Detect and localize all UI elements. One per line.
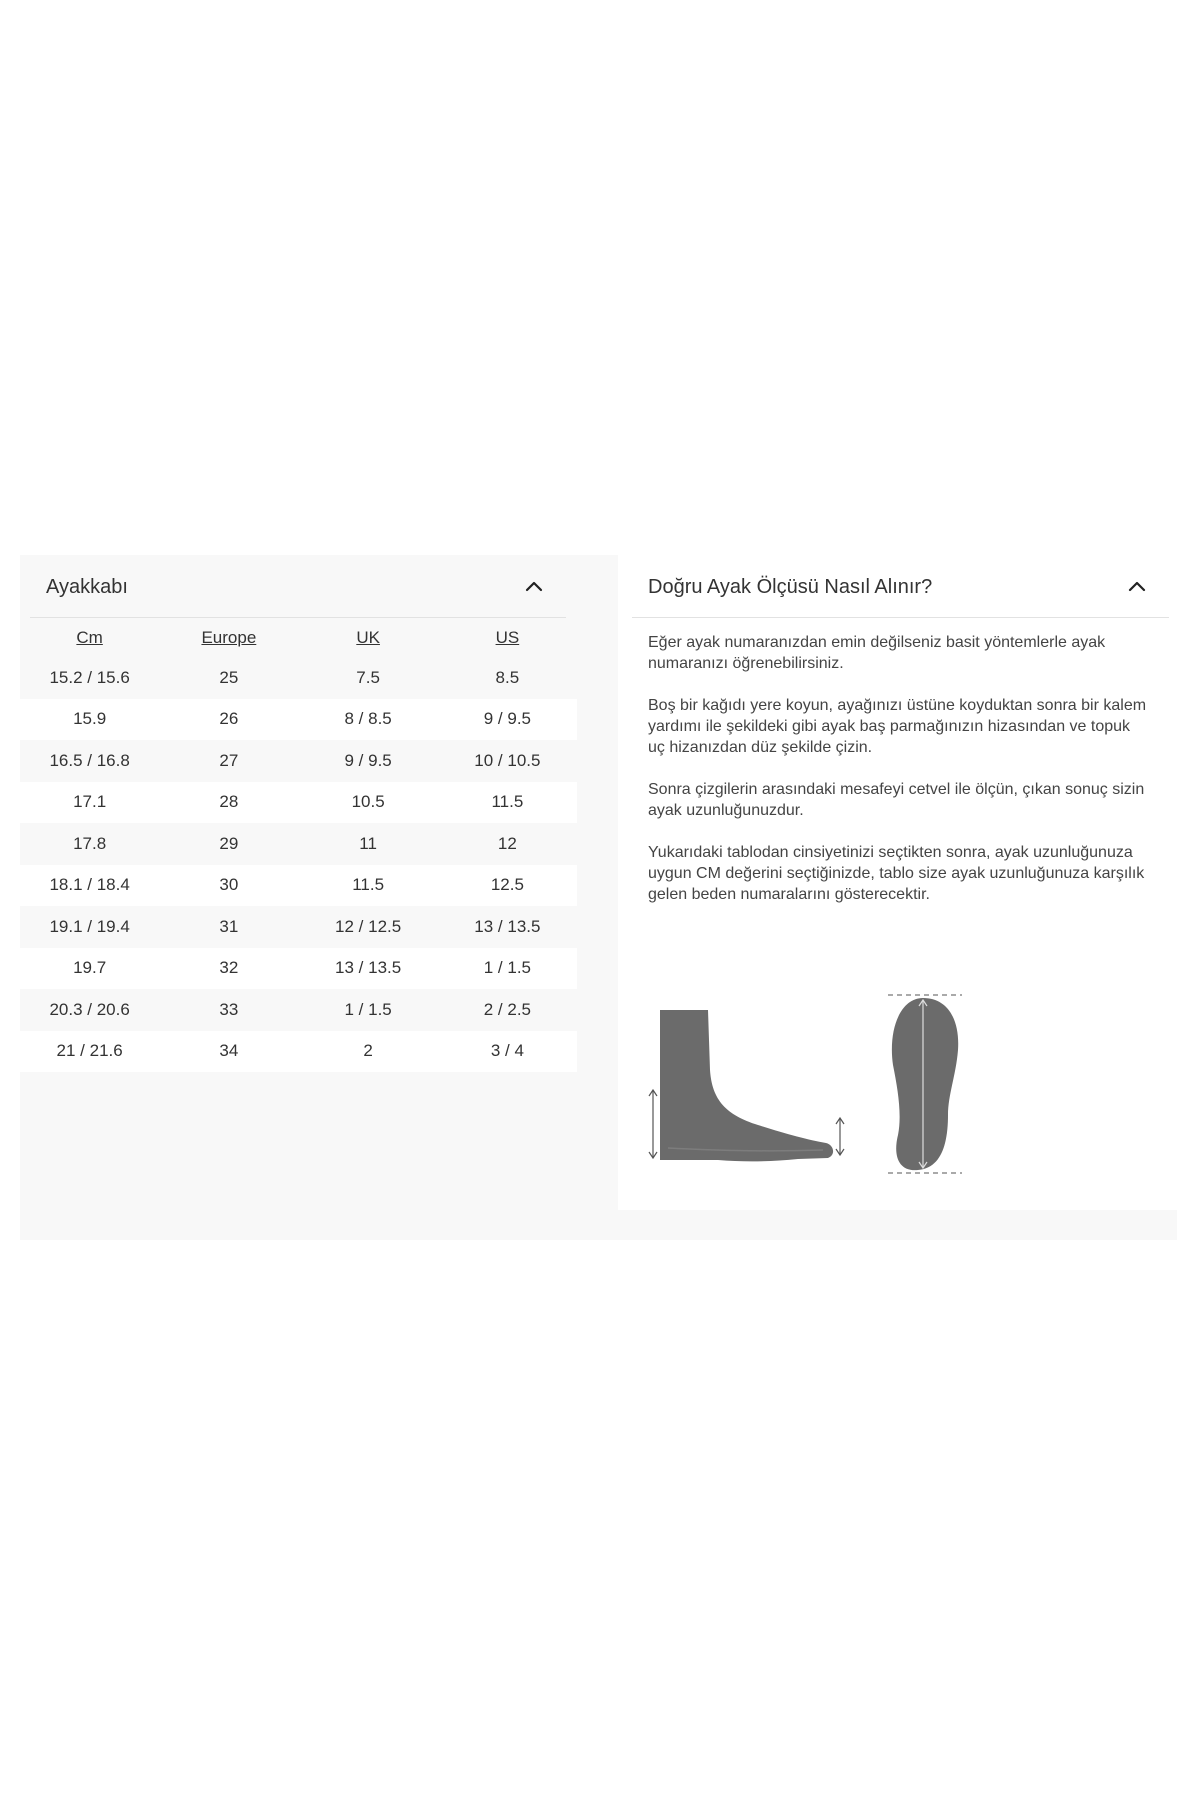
cell-uk: 1 / 1.5	[299, 989, 438, 1031]
foot-side-view-icon	[649, 1010, 844, 1161]
cell-cm: 15.2 / 15.6	[20, 657, 159, 699]
table-row	[20, 865, 577, 907]
instruction-paragraph: Sonra çizgilerin arasındaki mesafeyi cetvel ile ölçün, çıkan sonuç sizin ayak uzunluğunuzdur.	[648, 781, 1145, 819]
cell-us: 9 / 9.5	[438, 699, 577, 741]
cell-cm: 15.9	[20, 699, 159, 741]
cell-europe: 26	[159, 699, 298, 741]
column-header-europe[interactable]: Europe	[201, 628, 257, 647]
table-row	[20, 989, 577, 1031]
cell-europe: 30	[159, 865, 298, 907]
cell-cm: 18.1 / 18.4	[20, 865, 159, 907]
chevron-up-icon[interactable]	[524, 577, 544, 597]
size-table	[20, 619, 577, 1072]
table-row	[20, 906, 577, 948]
cell-uk: 10.5	[299, 782, 438, 824]
cell-us: 12.5	[438, 865, 577, 907]
shoe-size-panel	[20, 555, 577, 1240]
cell-uk: 13 / 13.5	[299, 948, 438, 990]
size-table-body	[20, 657, 577, 1072]
cell-europe: 29	[159, 823, 298, 865]
cell-uk: 12 / 12.5	[299, 906, 438, 948]
measure-guide-panel-header[interactable]	[632, 555, 1169, 618]
cell-uk: 2	[299, 1031, 438, 1073]
measure-instructions	[648, 632, 1148, 926]
cell-us: 1 / 1.5	[438, 948, 577, 990]
shoe-size-panel-header[interactable]	[30, 555, 566, 618]
cell-europe: 25	[159, 657, 298, 699]
cell-europe: 32	[159, 948, 298, 990]
measure-guide-panel	[618, 555, 1177, 1210]
cell-uk: 9 / 9.5	[299, 740, 438, 782]
column-header-cm[interactable]: Cm	[76, 628, 103, 647]
instruction-paragraph: Eğer ayak numaranızdan emin değilseniz basit yöntemlerle ayak numaranızı öğrenebilirsiniz.	[648, 634, 1106, 672]
cell-us: 3 / 4	[438, 1031, 577, 1073]
cell-us: 12	[438, 823, 577, 865]
table-row	[20, 1031, 577, 1073]
cell-europe: 34	[159, 1031, 298, 1073]
table-row	[20, 782, 577, 824]
cell-uk: 11	[299, 823, 438, 865]
cell-europe: 33	[159, 989, 298, 1031]
column-header-uk[interactable]: UK	[356, 628, 380, 647]
table-row	[20, 823, 577, 865]
instruction-paragraph: Boş bir kağıdı yere koyun, ayağınızı üstüne koyduktan sonra bir kalem yardımı ile şekildeki gibi ayak baş parmağınızın hizasından ve topuk uç hizanızdan düz şekilde çizin.	[648, 697, 1147, 756]
cell-us: 13 / 13.5	[438, 906, 577, 948]
foot-measure-illustration	[648, 990, 1168, 1180]
instruction-paragraph: Yukarıdaki tablodan cinsiyetinizi seçtikten sonra, ayak uzunluğunuza uygun CM değerini seçtiğinizde, tablo size ayak uzunluğunuza karşılık gelen beden numaralarını gösterecektir.	[648, 844, 1145, 903]
table-row	[20, 657, 577, 699]
cell-uk: 8 / 8.5	[299, 699, 438, 741]
cell-uk: 7.5	[299, 657, 438, 699]
cell-uk: 11.5	[299, 865, 438, 907]
cell-europe: 27	[159, 740, 298, 782]
cell-cm: 19.7	[20, 948, 159, 990]
size-guide-container	[20, 555, 1177, 1240]
cell-cm: 20.3 / 20.6	[20, 989, 159, 1031]
column-header-us[interactable]: US	[495, 628, 520, 647]
cell-cm: 16.5 / 16.8	[20, 740, 159, 782]
table-row	[20, 699, 577, 741]
cell-us: 11.5	[438, 782, 577, 824]
cell-cm: 17.1	[20, 782, 159, 824]
foot-sole-view-icon	[888, 995, 962, 1173]
table-row	[20, 740, 577, 782]
cell-cm: 21 / 21.6	[20, 1031, 159, 1073]
shoe-size-panel-title: Ayakkabı	[46, 576, 128, 598]
chevron-up-icon[interactable]	[1127, 577, 1147, 597]
cell-cm: 19.1 / 19.4	[20, 906, 159, 948]
cell-us: 2 / 2.5	[438, 989, 577, 1031]
measure-guide-panel-title: Doğru Ayak Ölçüsü Nasıl Alınır?	[648, 576, 933, 598]
cell-europe: 31	[159, 906, 298, 948]
cell-cm: 17.8	[20, 823, 159, 865]
table-row	[20, 948, 577, 990]
cell-us: 10 / 10.5	[438, 740, 577, 782]
cell-europe: 28	[159, 782, 298, 824]
size-table-header-row	[20, 619, 577, 657]
cell-us: 8.5	[438, 657, 577, 699]
